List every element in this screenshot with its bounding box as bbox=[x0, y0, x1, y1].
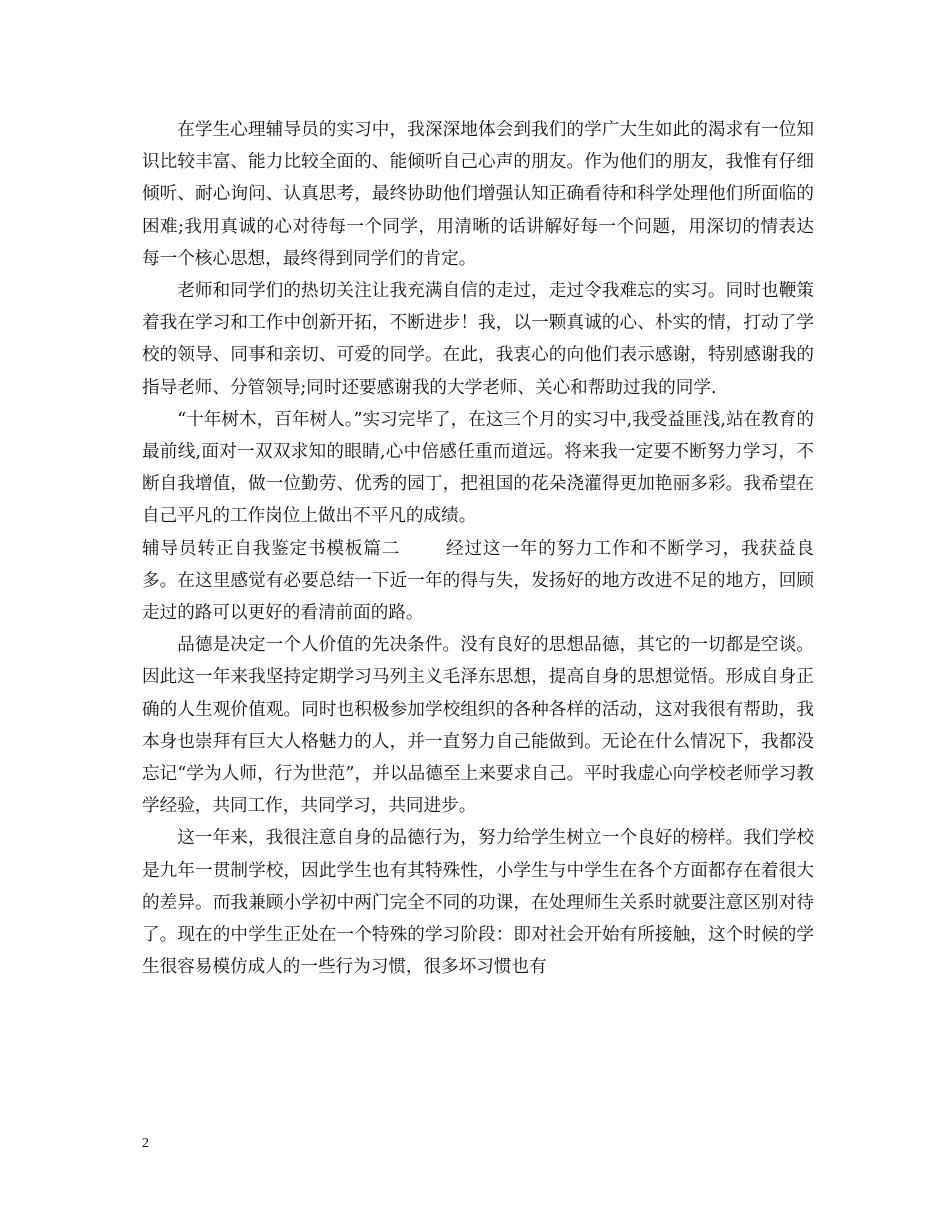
section-intro: 经过这一年的努力工作和不断学习，我获益良多。在这里感觉有必要总结一下近一年的得与失，发扬好的地方改进不足的地方，回顾走过的路可以更好的看清前面的路。 bbox=[142, 538, 814, 624]
paragraph-role-model: 这一年来，我很注意自身的品德行为，努力给学生树立一个良好的榜样。我们学校是九年一贯制学校，因此学生也有其特殊性，小学生与中学生在各个方面都存在着很大的差异。而我兼顾小学初中两门完全不同的功课，在处理师生关系时就要注意区别对待了。现在的中学生正处在一个特殊的学习阶段：即对社会开始有所接触，这个时候的学生很容易模仿成人的一些行为习惯，很多坏习惯也有 bbox=[142, 828, 814, 978]
paragraph-internship-counseling: 在学生心理辅导员的实习中，我深深地体会到我们的学广大生如此的渴求有一位知识比较丰富、能力比较全面的、能倾听自己心声的朋友。作为他们的朋友，我惟有仔细倾听、耐心询问、认真思考，最终协助他们增强认知正确看待和科学处理他们所面临的困难;我用真诚的心对待每一个同学，用清晰的话讲解好每一个问题，用深切的情表达每一个核心思想，最终得到同学们的肯定。 bbox=[142, 120, 814, 269]
page-number: 2 bbox=[142, 1136, 149, 1151]
paragraph-moral-character: 品德是决定一个人价值的先决条件。没有良好的思想品德，其它的一切都是空谈。因此这一年来我坚持定期学习马列主义毛泽东思想，提高自身的思想觉悟。形成自身正确的人生观价值观。同时也积极参加学校组织的各种各样的活动，这对我很有帮助，我本身也崇拜有巨大人格魅力的人，并一直努力自己能做到。无论在什么情况下，我都没忘记“学为人师，行为世范”，并以品德至上来要求自己。平时我虚心向学校老师学习教学经验，共同工作，共同学习，共同进步。 bbox=[142, 635, 814, 817]
paragraph-gratitude: 老师和同学们的热切关注让我充满自信的走过，走过令我难忘的实习。同时也鞭策着我在学习和工作中创新开拓，不断进步！我，以一颗真诚的心、朴实的情，打动了学校的领导、同事和亲切、可爱的同学。在此，我衷心的向他们表示感谢，特别感谢我的指导老师、分管领导;同时还要感谢我的大学老师、关心和帮助过我的同学. bbox=[142, 281, 814, 398]
paragraph-future-goals: “十年树木，百年树人。”实习完毕了，在这三个月的实习中,我受益匪浅,站在教育的最前线,面对一双双求知的眼睛,心中倍感任重而道远。将来我一定要不断努力学习，不断自我增值，做一位勤劳、优秀的园丁，把祖国的花朵浇灌得更加艳丽多彩。我希望在自己平凡的工作岗位上做出不平凡的成绩。 bbox=[142, 409, 814, 527]
document-body bbox=[142, 114, 814, 983]
section-two-paragraph bbox=[142, 533, 814, 630]
section-title: 辅导员转正自我鉴定书模板篇二 bbox=[142, 538, 401, 559]
